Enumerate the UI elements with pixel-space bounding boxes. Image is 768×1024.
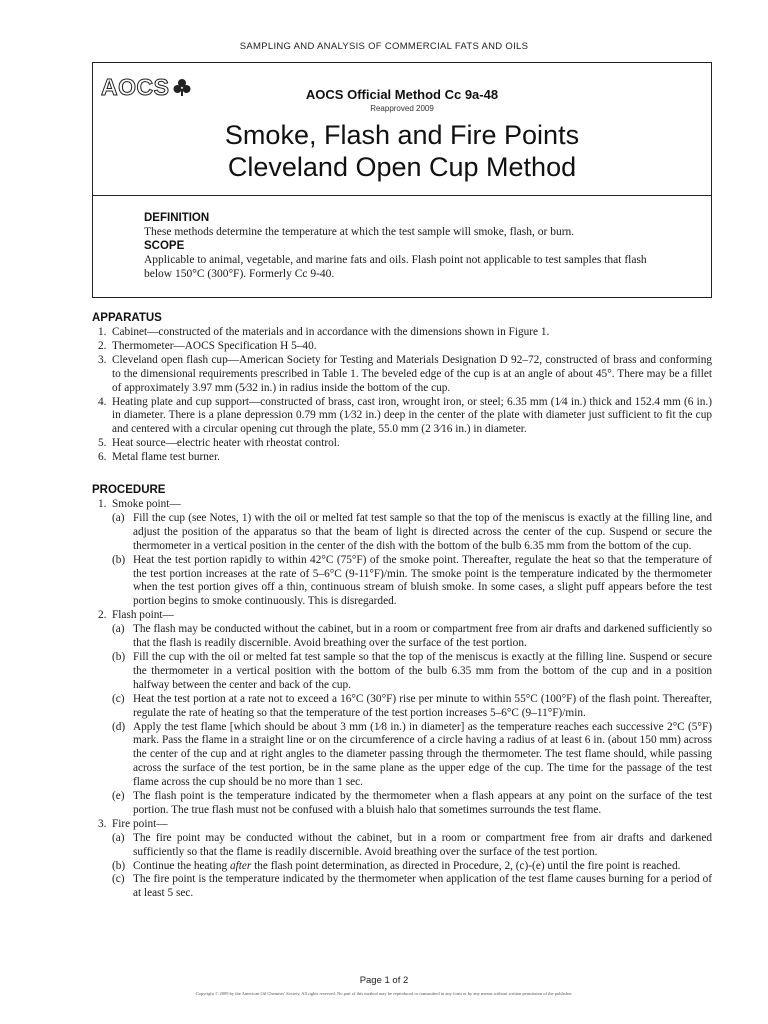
list-item: (a) The fire point may be conducted without the cabinet, but in a room or compartment free from air drafts and darkened sufficiently so that the flame is readily discernible. Avoid breathing over the surface of the test portion.: [112, 831, 712, 858]
definition-scope-box: [92, 195, 712, 298]
list-item: 4. Heating plate and cup support—constructed of brass, cast iron, wrought iron, or steel; 6.35 mm (1⁄4 in.) thick and 152.4 mm (6 in.) in diameter. There is a plane depression 0.79 mm (1⁄32 in.) deep in the center of the plate with diameter just sufficient to fit the cup and centered with a circular opening cut through the plate, 55.0 mm (2 3⁄16 in.) in diameter.: [98, 395, 712, 436]
list-item: (b) Heat the test portion rapidly to within 42°C (75°F) of the smoke point. Thereafter, regulate the heat so that the temperature of the test portion increases at the rate of 5–6°C (9-11°F)/min. The smoke point is the temperature indicated by the thermometer when the test portion gives off a thin, continuous stream of bluish smoke. In some cases, a slight puff appears before the test portion begins to smoke continuously. This is disregarded.: [112, 553, 712, 608]
list-item: 5. Heat source—electric heater with rheostat control.: [98, 437, 340, 450]
list-item: (e) The flash point is the temperature indicated by the thermometer when a flash appears at any point on the surface of the test portion. The true flash must not be confused with a bluish halo that sometimes surrounds the test flame.: [112, 790, 712, 816]
list-item: (c) Heat the test portion at a rate not to exceed a 16°C (30°F) rise per minute to within 55°C (100°F) of the flash point. Thereafter, regulate the rate of heating so that the temperature of the test portion increases 5–6°C (9–11°F)/min.: [112, 692, 712, 719]
scope-text: Applicable to animal, vegetable, and marine fats and oils. Flash point not applicable to test samples that flash below 150°C (300°F). Formerly Cc 9-40.: [144, 254, 647, 280]
list-item: (a) Fill the cup (see Notes, 1) with the oil or melted fat test sample so that the top of the meniscus is exactly at the filling line, and adjust the position of the apparatus so that the beam of light is directed across the center of the cup. Suspend or secure the thermometer in a vertical position in the center of the dish with the bottom of the bulb 6.35 mm from the bottom of the cup.: [112, 511, 712, 552]
apparatus-list: [92, 326, 712, 465]
procedure-list: [92, 498, 712, 901]
title-line-2: Cleveland Open Cup Method: [227, 152, 577, 182]
apparatus-heading: APPARATUS: [92, 312, 162, 324]
list-item: (d) Apply the test flame [which should be about 3 mm (1⁄8 in.) in diameter] as the temperature reaches each successive 2°C (5°F) mark. Pass the flame in a straight line or on the circumference of a circle having a radius of at least 6 in. (about 150 mm) across the center of the cup and at right angles to the diameter passing through the thermometer. The test flame should, while passing across the surface of the test portion, be in the same plane as the upper edge of the cup. The time for the passage of the test flame across the cup should be no more than 1 sec.: [112, 720, 712, 789]
list-item: (b) Fill the cup with the oil or melted fat test sample so that the top of the meniscus is exactly at the filling line. Suspend or secure the thermometer in a vertical position with the bottom of the bulb 6.35 mm from the bottom of the cup and in a position halfway between the center and back of the cup.: [112, 650, 712, 691]
method-title-box: [92, 62, 712, 196]
list-item: 6. Metal flame test burner.: [98, 451, 220, 464]
scope-heading: SCOPE: [144, 240, 185, 252]
list-item: (b) Continue the heating after the flash point determination, as directed in Procedure, 2, (c)-(e) until the fire point is reached.: [112, 859, 681, 872]
list-item: 2. Thermometer—AOCS Specification H 5–40.: [98, 339, 317, 352]
copyright-notice: Copyright © 2009 by the American Oil Chemists' Society. All rights reserved. No part of this method may be reproduced or transmitted in any form or by any means without written permission of the publisher.: [195, 991, 573, 996]
running-head: SAMPLING AND ANALYSIS OF COMMERCIAL FATS AND OILS: [239, 41, 529, 52]
procedure-step-fire: 3. Fire point—: [98, 817, 168, 830]
list-item: (a) The flash may be conducted without the cabinet, but in a room or compartment free from air drafts and darkened sufficiently so that the flash is readily discernible. Avoid breathing over the surface of the test portion.: [112, 623, 712, 650]
title-line-1: Smoke, Flash and Fire Points: [224, 120, 580, 150]
list-item: (c) The fire point is the temperature indicated by the thermometer when application of the test flame causes burning for a period of at least 5 sec.: [112, 873, 712, 900]
logo-text: AOCS: [101, 74, 170, 100]
definition-heading: DEFINITION: [144, 212, 210, 224]
list-item: 3. Cleveland open flash cup—American Society for Testing and Materials Designation D 92–72, constructed of brass and conforming to the dimensional requirements prescribed in Table 1. The beveled edge of the cup is at an angle of about 45°. There may be a fillet of approximately 3.97 mm (5⁄32 in.) in radius inside the bottom of the cup.: [98, 353, 712, 394]
procedure-step-flash: 2. Flash point—: [98, 609, 174, 622]
reapproved-date: Reapproved 2009: [370, 104, 434, 113]
method-number: AOCS Official Method Cc 9a-48: [305, 87, 499, 102]
list-item: 1. Cabinet—constructed of the materials and in accordance with the dimensions shown in Figure 1.: [98, 326, 550, 338]
page-title: [93, 119, 711, 183]
procedure-step-smoke: 1. Smoke point—: [98, 498, 181, 510]
procedure-heading: PROCEDURE: [92, 484, 166, 496]
page-number: Page 1 of 2: [359, 975, 409, 986]
definition-text: These methods determine the temperature at which the test sample will smoke, flash, or burn.: [144, 226, 575, 238]
